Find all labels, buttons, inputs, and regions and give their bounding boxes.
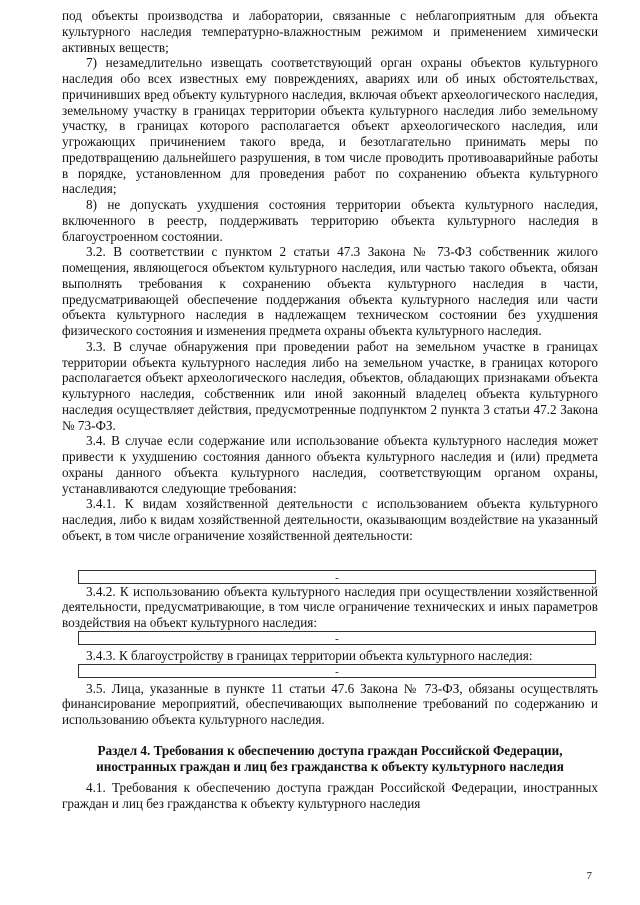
- page-number: 7: [586, 870, 592, 882]
- table-cell-3-4-2: -: [78, 631, 596, 645]
- paragraph-4-1: 4.1. Требования к обеспечению доступа граждан Российской Федерации, иностранных граждан и лиц без гражданства к объекту культурного наследия: [62, 779, 598, 811]
- paragraph-3-4-3: 3.4.3. К благоустройству в границах территории объекта культурного наследия:: [86, 647, 533, 663]
- paragraph-3-5: 3.5. Лица, указанные в пункте 11 статьи 47.6 Закона № 73-ФЗ, обязаны осуществлять финансирование мероприятий, обеспечивающих выполнение требований по содержанию и использованию объекта культурного наследия.: [62, 680, 598, 727]
- paragraph-item-7: 7) незамедлительно извещать соответствующий орган охраны объектов культурного наследия обо всех известных ему повреждениях, авариях или об иных обстоятельствах, причинивших вред объекту культурного наследия, включая объект археологического наследия, земельному участку в границах территории объекта культурного наследия либо земельному участку, в границах которого располагается объект археологического наследия, или угрожающих причинением такого вреда, и безотлагательно принимать меры по предотвращению дальнейшего разрушения, в том числе проводить противоаварийные работы в порядке, установленном для проведения работ по сохранению объекта культурного наследия;: [62, 55, 598, 197]
- paragraph-3-4: 3.4. В случае если содержание или использование объекта культурного наследия может привести к ухудшению состояния данного объекта культурного наследия и (или) предмета охраны данного объекта культурного наследия, соответствующим органом охраны, устанавливаются следующие требования:: [62, 433, 598, 496]
- paragraph-item-8: 8) не допускать ухудшения состояния территории объекта культурного наследия, включенного в реестр, поддерживать территорию объекта культурного наследия в благоустроенном состоянии.: [62, 197, 598, 244]
- paragraph-continuation: под объекты производства и лаборатории, связанные с неблагоприятным для объекта культурного наследия температурно-влажностным режимом и применением химически активных веществ;: [62, 8, 598, 55]
- paragraphs-top: [62, 8, 598, 544]
- section-4-heading: Раздел 4. Требования к обеспечению доступа граждан Российской Федерации, иностранных граждан и лиц без гражданства к объекту культурного наследия: [96, 742, 564, 774]
- table-cell-3-4-3: -: [78, 664, 596, 678]
- paragraph-3-3: 3.3. В случае обнаружения при проведении работ на земельном участке в границах территории объекта культурного наследия либо на земельном участке, в границах которого располагается объект археологического наследия, объектов, обладающих признаками объекта культурного наследия, собственник или иной законный владелец объекта культурного наследия осуществляет действия, предусмотренные подпунктом 2 пункта 3 статьи 47.2 Закона № 73-ФЗ.: [62, 338, 598, 433]
- paragraph-3-4-1: 3.4.1. К видам хозяйственной деятельности с использованием объекта культурного наследия, либо к видам хозяйственной деятельности, оказывающим воздействие на указанный объект, в том числе ограничение хозяйственной деятельности:: [62, 496, 598, 543]
- paragraph-3-2: 3.2. В соответствии с пунктом 2 статьи 47.3 Закона № 73-ФЗ собственник жилого помещения, являющегося объектом культурного наследия, или частью такого объекта, обязан выполнять требования к сохранению объекта культурного наследия в части, предусматривающей обеспечение поддержания объекта культурного наследия или части объекта культурного наследия в надлежащем техническом состоянии без ухудшения физического состояния и изменения предмета охраны объекта культурного наследия.: [62, 244, 598, 338]
- table-cell-3-4-1: -: [78, 570, 596, 584]
- document-page: [62, 8, 598, 811]
- paragraph-3-4-2: 3.4.2. К использованию объекта культурного наследия при осуществлении хозяйственной деятельности, предусматривающие, в том числе ограничение технических и иных параметров воздействия на объект культурного наследия:: [62, 583, 598, 630]
